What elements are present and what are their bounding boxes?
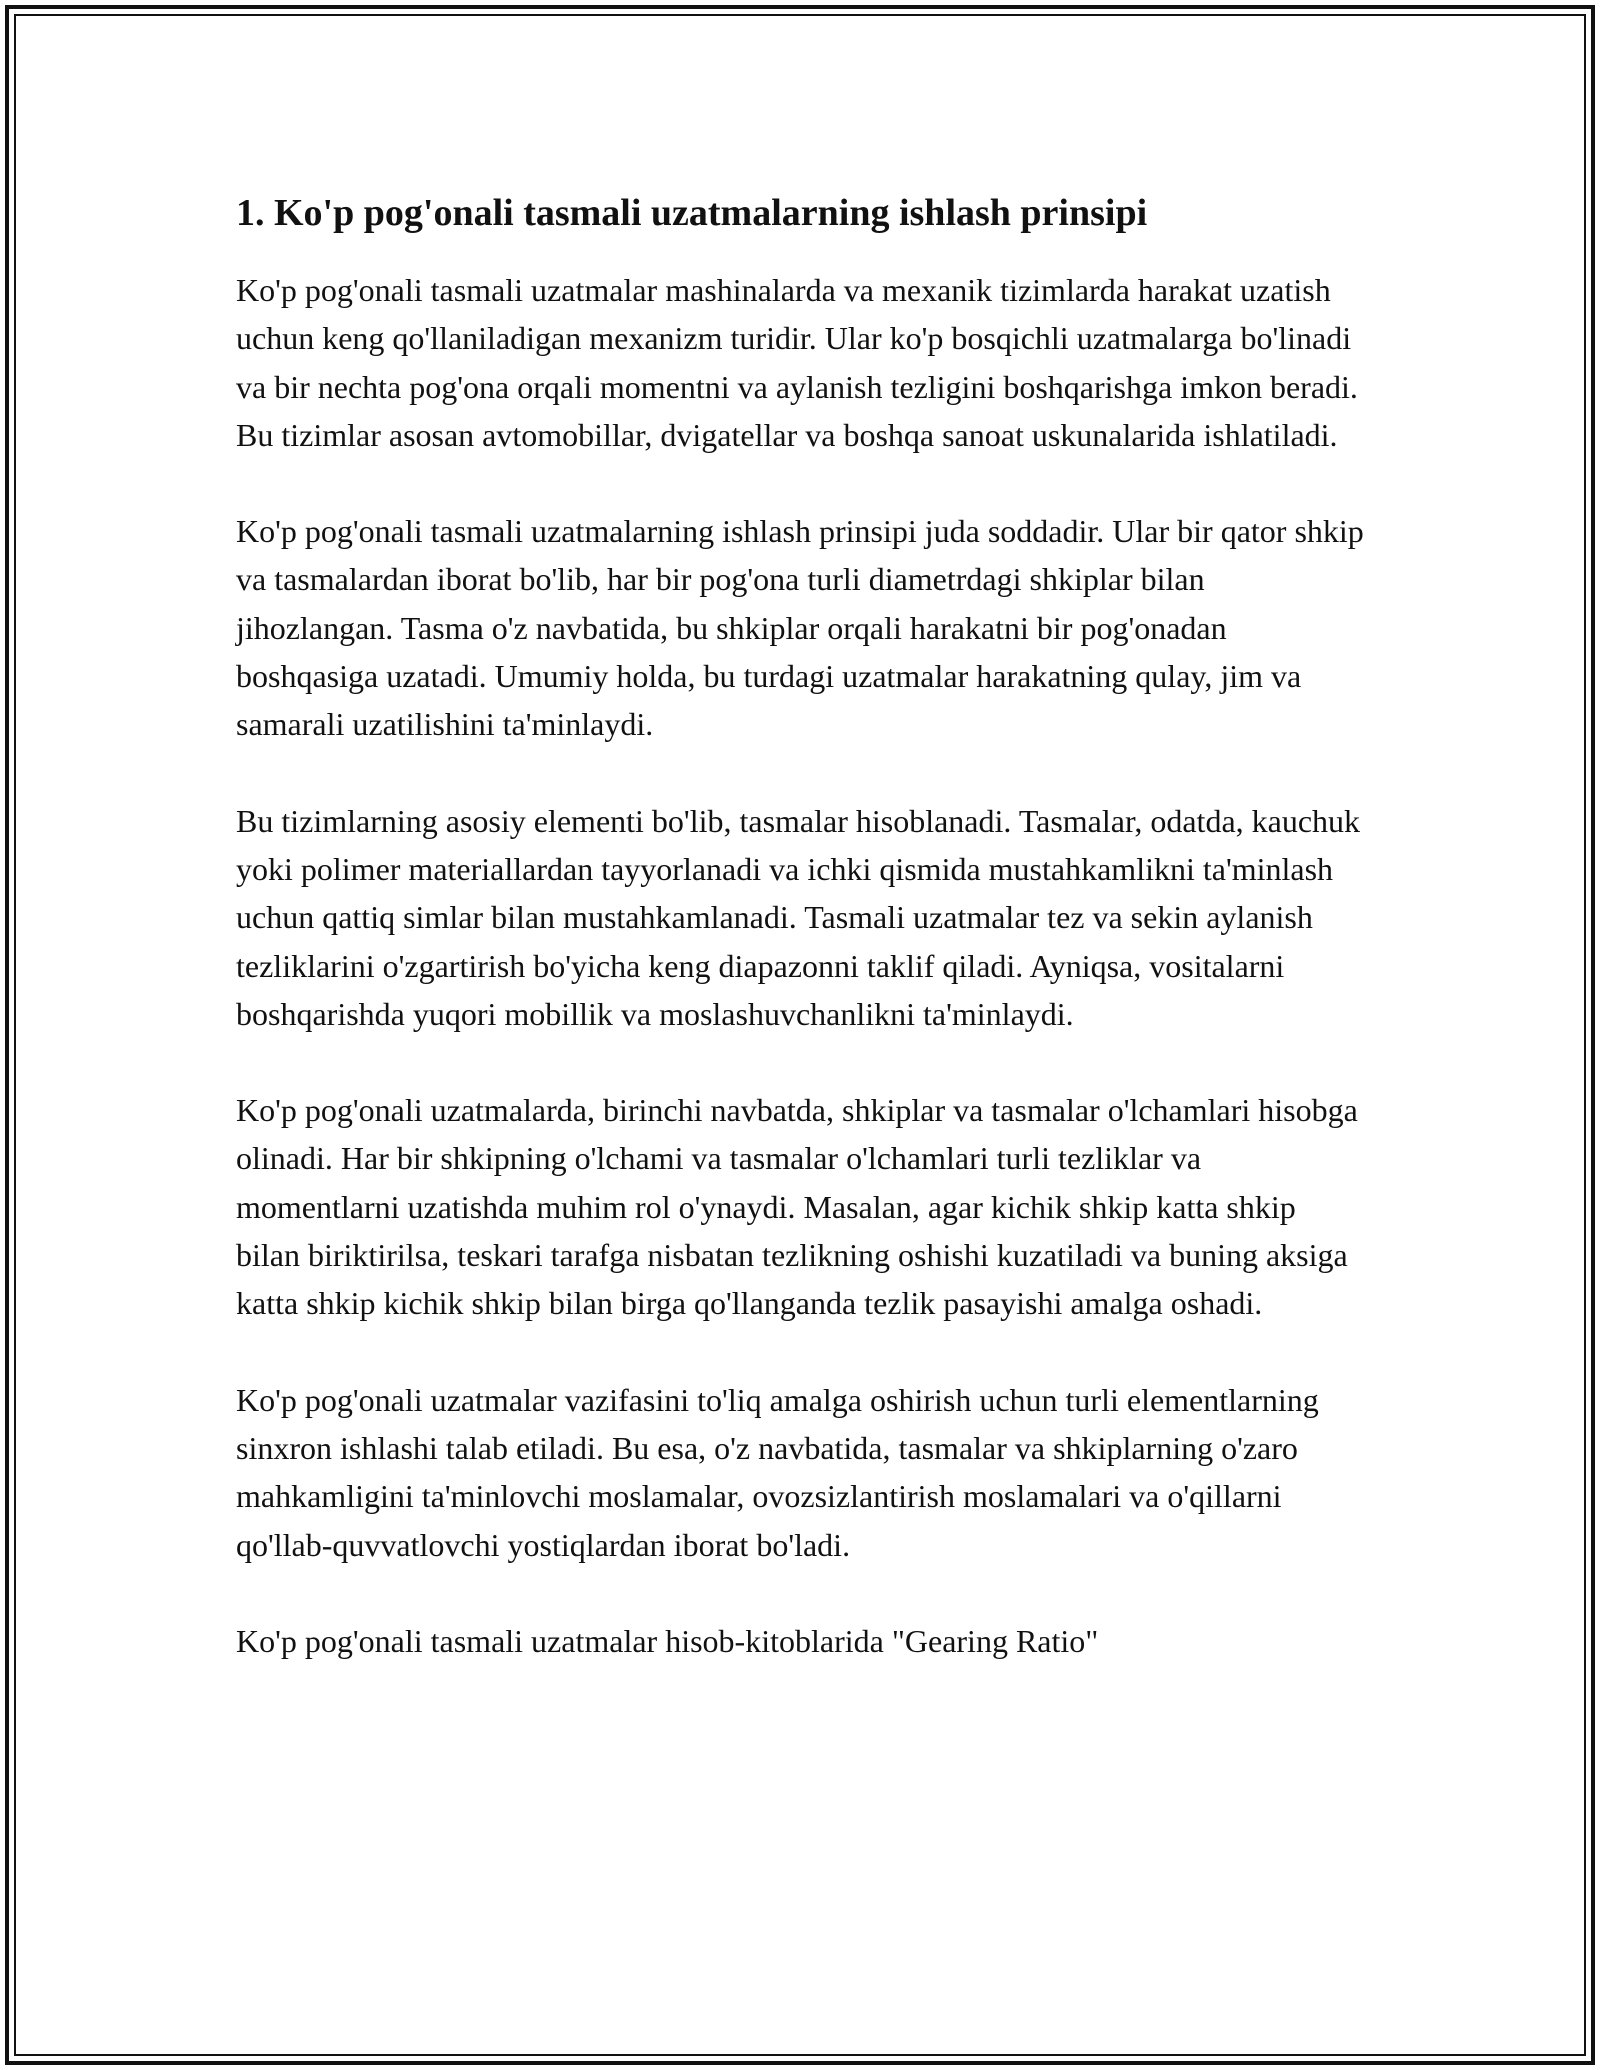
paragraph-5: Ko'p pog'onali uzatmalar vazifasini to'liq amalga oshirish uchun turli elementlarning sinxron ishlashi talab etiladi. Bu esa, o'z navbatida, tasmalar va shkiplarning o'zaro mahkamligini ta'minlovchi moslamalar, ovozsizlantirish moslamalari va o'qillarni qo'llab-quvvatlovchi yostiqlardan iborat bo'ladi.: [236, 1381, 1319, 1563]
paragraph-6: Ko'p pog'onali tasmali uzatmalar hisob-kitoblarida "Gearing Ratio": [236, 1622, 1099, 1659]
paragraph-4: Ko'p pog'onali uzatmalarda, birinchi navbatda, shkiplar va tasmalar o'lchamlari hisobga olinadi. Har bir shkipning o'lchami va tasmalar o'lchamlari turli tezliklar va momentlarni uzatishda muhim rol o'ynaydi. Masalan, agar kichik shkip katta shkip bilan biriktirilsa, teskari tarafga nisbatan tezlikning oshishi kuzatiladi va buning aksiga katta shkip kichik shkip bilan birga qo'llanganda tezlik pasayishi amalga oshadi.: [236, 1092, 1358, 1322]
document-body: [236, 186, 1366, 1713]
paragraph-2: Ko'p pog'onali tasmali uzatmalarning ishlash prinsipi juda soddadir. Ular bir qator shkip va tasmalardan iborat bo'lib, har bir pog'ona turli diametrdagi shkiplar bilan jihozlangan. Tasma o'z navbatida, bu shkiplar orqali harakatni bir pog'onadan boshqasiga uzatadi. Umumiy holda, bu turdagi uzatmalar harakatning qulay, jim va samarali uzatilishini ta'minlaydi.: [236, 513, 1364, 743]
paragraph-3: Bu tizimlarning asosiy elementi bo'lib, tasmalar hisoblanadi. Tasmalar, odatda, kauchuk yoki polimer materiallardan tayyorlanadi va ichki qismida mustahkamlikni ta'minlash uchun qattiq simlar bilan mustahkamlanadi. Tasmali uzatmalar tez va sekin aylanish tezliklarini o'zgartirish bo'yicha keng diapazonni taklif qiladi. Ayniqsa, vositalarni boshqarishda yuqori mobillik va moslashuvchanlikni ta'minlaydi.: [236, 802, 1361, 1032]
section-heading: 1. Ko'p pog'onali tasmali uzatmalarning ishlash prinsipi: [236, 192, 1148, 234]
paragraph-1: Ko'p pog'onali tasmali uzatmalar mashinalarda va mexanik tizimlarda harakat uzatish uchun keng qo'llaniladigan mexanizm turidir. Ular ko'p bosqichli uzatmalarga bo'linadi va bir nechta pog'ona orqali momentni va aylanish tezligini boshqarishga imkon beradi. Bu tizimlar asosan avtomobillar, dvigatellar va boshqa sanoat uskunalarida ishlatiladi.: [236, 272, 1358, 453]
